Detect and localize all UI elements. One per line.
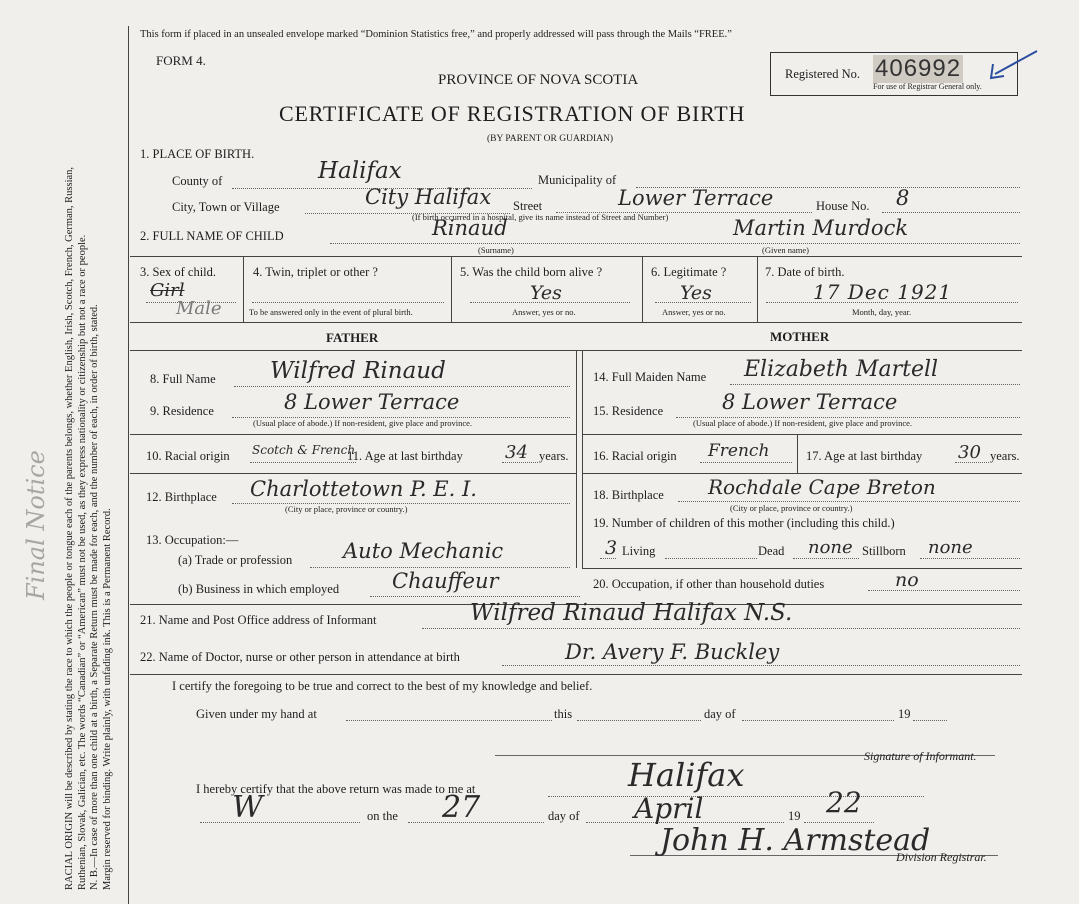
year-prefix: 19 <box>898 707 911 721</box>
informant-value: Wilfred Rinaud Halifax N.S. <box>470 600 793 626</box>
hereby-statement: I hereby certify that the above return was made to me at <box>196 782 476 796</box>
sex-struck-value: Girl <box>150 280 185 301</box>
given-name-hint: (Given name) <box>762 245 809 255</box>
registered-note: For use of Registrar General only. <box>873 82 982 91</box>
sex-label: 3. Sex of child. <box>140 265 217 279</box>
business-label: (b) Business in which employed <box>178 582 340 596</box>
margin-note-binding: Margin reserved for binding. Write plainly, with unfading ink. This is a Permanent Record. <box>101 508 113 890</box>
occupation-label: 13. Occupation:— <box>146 533 239 547</box>
registration-place-value: Halifax <box>628 756 745 794</box>
margin-note-racial-2: Ruthenian, Slovak, Galician, etc. The words “Canadian” or “American” must not be used, as they express nationality or citizenship but not a race or people. <box>76 234 88 890</box>
county-label: County of <box>172 174 223 188</box>
arrow-icon <box>985 48 1041 82</box>
father-age-unit: years. <box>539 449 569 463</box>
registration-month-value: April <box>634 792 704 825</box>
house-value: 8 <box>896 186 910 210</box>
father-residence-label: 9. Residence <box>150 404 214 418</box>
born-alive-hint: Answer, yes or no. <box>512 307 576 317</box>
born-alive-label: 5. Was the child born alive ? <box>460 265 603 279</box>
father-birthplace-value: Charlottetown P. E. I. <box>250 477 477 501</box>
legitimate-label: 6. Legitimate ? <box>651 265 727 279</box>
father-birthplace-hint: (City or place, province or country.) <box>285 504 408 514</box>
children-count-label: 19. Number of children of this mother (including this child.) <box>593 516 895 530</box>
father-racial-label: 10. Racial origin <box>146 449 230 463</box>
mother-racial-label: 16. Racial origin <box>593 449 677 463</box>
given-under-label: Given under my hand at <box>196 707 317 721</box>
child-name-label: 2. FULL NAME OF CHILD <box>140 229 284 243</box>
date-of-birth-hint: Month, day, year. <box>852 307 912 317</box>
form-left-border <box>128 26 129 904</box>
mother-residence-label: 15. Residence <box>593 404 664 418</box>
registrar-signature: John H. Armstead <box>660 823 931 858</box>
registered-label: Registered No. <box>785 67 860 81</box>
mother-heading: MOTHER <box>770 329 830 344</box>
father-heading: FATHER <box>326 330 379 345</box>
mother-birthplace-value: Rochdale Cape Breton <box>708 475 936 499</box>
division-registrar-label: Division Registrar. <box>896 850 987 864</box>
children-dead-label: Dead <box>758 544 785 558</box>
stillborn-label: Stillborn <box>862 544 906 558</box>
mother-racial-value: French <box>708 441 770 461</box>
form-number: FORM 4. <box>156 53 206 68</box>
mother-residence-value: 8 Lower Terrace <box>722 390 898 414</box>
hospital-hint: (If birth occurred in a hospital, give its name instead of Street and Number) <box>412 212 669 222</box>
mother-age-label: 17. Age at last birthday <box>806 449 923 463</box>
children-dead-value: none <box>808 537 853 558</box>
mother-birthplace-label: 18. Birthplace <box>593 488 664 502</box>
city-label: City, Town or Village <box>172 200 280 214</box>
county-value: Halifax <box>318 158 402 184</box>
surname-hint: (Surname) <box>478 245 514 255</box>
house-label: House No. <box>816 199 870 213</box>
father-name-value: Wilfred Rinaud <box>270 358 446 384</box>
father-birthplace-label: 12. Birthplace <box>146 490 217 504</box>
municipality-label: Municipality of <box>538 173 617 187</box>
mother-occupation-label: 20. Occupation, if other than household duties <box>593 577 825 591</box>
plural-birth-label: 4. Twin, triplet or other ? <box>253 265 378 279</box>
registration-day-value: 27 <box>442 790 481 825</box>
father-residence-value: 8 Lower Terrace <box>284 390 460 414</box>
stillborn-value: none <box>928 537 973 558</box>
registered-number: 406992 <box>875 55 962 82</box>
mother-birthplace-hint: (City or place, province or country.) <box>730 503 853 513</box>
mother-age-unit: years. <box>990 449 1020 463</box>
father-name-label: 8. Full Name <box>150 372 216 386</box>
this-label: this <box>554 707 573 721</box>
date-of-birth-label: 7. Date of birth. <box>765 265 845 279</box>
street-value: Lower Terrace <box>618 186 774 210</box>
legitimate-hint: Answer, yes or no. <box>662 307 726 317</box>
city-value: City Halifax <box>365 185 492 209</box>
registration-mark: W <box>232 790 263 825</box>
reg-day-of-label: day of <box>548 809 580 823</box>
children-living-value: 3 <box>605 537 618 559</box>
margin-note-nb: N. B.—In case of more than one child at a birth, a Separate Return must be made for each, and the number of each, in order of birth, stated. <box>89 304 100 890</box>
given-name-value: Martin Murdock <box>733 216 909 240</box>
margin-note-racial-1: RACIAL ORIGIN will be described by stating the race to which the people or tongue each of the parents belongs, whether English, Irish, Scotch, French, German, Russian, <box>64 166 75 890</box>
doctor-label: 22. Name of Doctor, nurse or other person in attendance at birth <box>140 650 460 664</box>
street-label: Street <box>513 199 543 213</box>
informant-label: 21. Name and Post Office address of Informant <box>140 613 377 627</box>
province-heading: PROVINCE OF NOVA SCOTIA <box>438 72 639 88</box>
trade-label: (a) Trade or profession <box>178 553 293 567</box>
mother-residence-hint: (Usual place of abode.) If non-resident, give place and province. <box>693 418 913 428</box>
mother-occupation-value: no <box>895 569 919 591</box>
surname-value: Rinaud <box>432 216 508 240</box>
place-of-birth-label: 1. PLACE OF BIRTH. <box>140 147 255 161</box>
registration-year-value: 22 <box>826 786 862 819</box>
sex-value: Male <box>176 298 222 319</box>
doctor-value: Dr. Avery F. Buckley <box>565 640 780 664</box>
day-of-label: day of <box>704 707 736 721</box>
children-living-label: Living <box>622 544 656 558</box>
on-the-label: on the <box>367 809 398 823</box>
informant-signature-label: Signature of Informant. <box>864 749 977 763</box>
father-racial-value: Scotch & French <box>252 443 356 457</box>
registered-box <box>770 52 1018 96</box>
subtitle: (BY PARENT OR GUARDIAN) <box>487 134 614 144</box>
business-value: Chauffeur <box>392 569 499 593</box>
legitimate-value: Yes <box>680 282 712 304</box>
margin-notes <box>64 167 114 890</box>
father-residence-hint: (Usual place of abode.) If non-resident, give place and province. <box>253 418 473 428</box>
date-of-birth-value: 17 Dec 1921 <box>813 280 953 304</box>
plural-birth-hint: To be answered only in the event of plural birth. <box>249 307 413 317</box>
top-note: This form if placed in an unsealed envelope marked “Dominion Statistics free,” and properly addressed will pass through the Mails “FREE.” <box>140 29 732 40</box>
born-alive-value: Yes <box>530 282 562 304</box>
mother-name-value: Elizabeth Martell <box>744 357 939 382</box>
mother-name-label: 14. Full Maiden Name <box>593 370 707 384</box>
reg-year-prefix: 19 <box>788 809 801 823</box>
page-title: CERTIFICATE OF REGISTRATION OF BIRTH <box>279 101 746 126</box>
pencil-note: Final Notice <box>22 450 50 600</box>
father-age-label: 11. Age at last birthday <box>347 449 463 463</box>
trade-value: Auto Mechanic <box>343 539 504 563</box>
father-age-value: 34 <box>505 442 528 463</box>
certify-statement: I certify the foregoing to be true and correct to the best of my knowledge and belief. <box>172 679 593 693</box>
mother-age-value: 30 <box>958 442 981 463</box>
